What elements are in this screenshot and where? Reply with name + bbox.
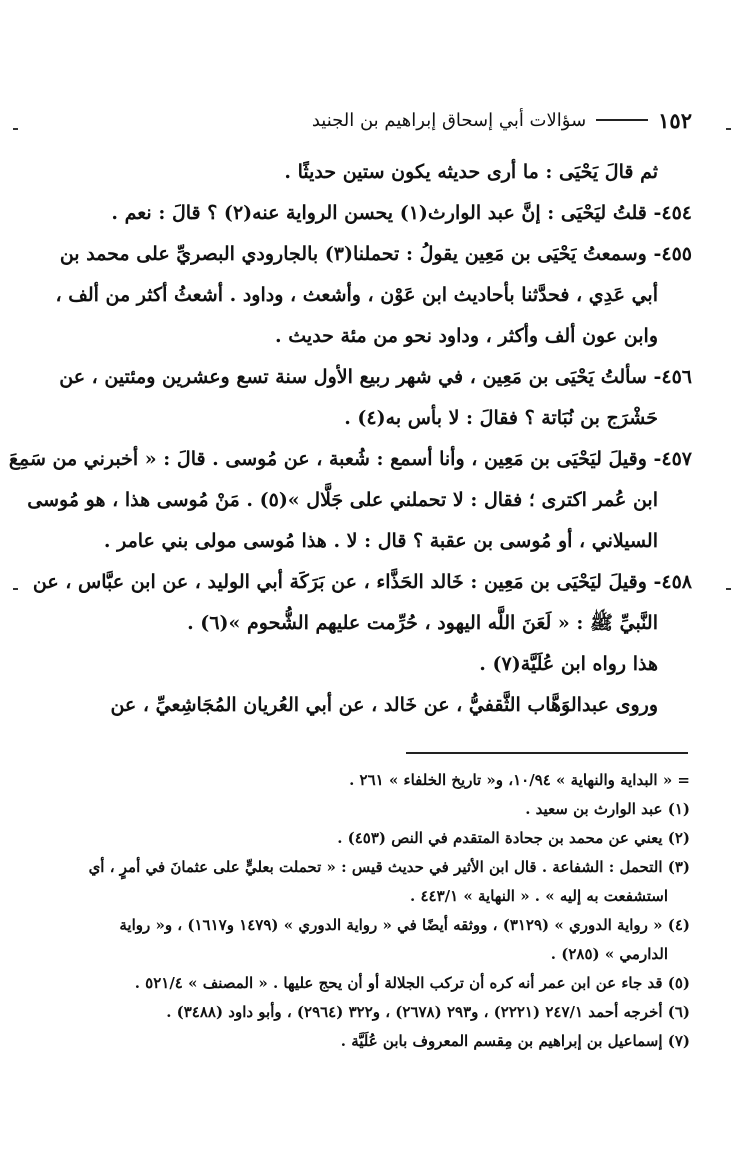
text-line: ٤٥٦- سألتُ يَحْيَى بن مَعِين ، في شهر ربيع الأول سنة تسع وعشرين ومئتين ، عن (59, 366, 692, 388)
footnote-separator (406, 752, 688, 754)
footnotes-section (62, 766, 690, 1056)
scan-margin-mark (13, 588, 18, 590)
scan-margin-mark (726, 588, 731, 590)
text-line: وروى عبدالوَهَّاب الثَّقفيُّ ، عن خَالد ، عن أبي العُريان المُجَاشِعيِّ ، عن (110, 694, 658, 716)
text-line: ٤٥٨- وقيلَ ليَحْيَى بن مَعِين : خَالد الحَذَّاء ، عن بَرَكَة أبي الوليد ، عن ابن عبَّاس ، عن (32, 571, 692, 593)
footnote: (٧) إسماعيل بن إبراهيم بن مِقسم المعروف بابن عُلَيَّة . (340, 1032, 690, 1050)
text-line: ثم قالَ يَحْيَى : ما أرى حديثه يكون ستين حديثًا . (284, 161, 658, 183)
text-line: وابن عون ألف وأكثر ، وداود نحو من مئة حديث . (275, 325, 658, 347)
footnote: (٦) أخرجه أحمد ٢٤٧/١ (٢٢٢١) ، و٢٩٣ (٢٦٧٨) ، و٣٢٢ (٢٩٦٤) ، وأبو داود (٣٤٨٨) . (166, 1003, 690, 1021)
text-line: ٤٥٥- وسمعتُ يَحْيَى بن مَعِين يقولُ : تحملنا(٣) بالجارودي البصريِّ على محمد بن (59, 243, 692, 265)
book-title: سؤالات أبي إسحاق إبراهيم بن الجنيد (311, 109, 587, 131)
header-rule (596, 119, 648, 121)
footnote: (٣) التحمل : الشفاعة . قال ابن الأثير في حديث قيس : « تحملت بعليٍّ على عثمانَ في أمرٍ ، أي (88, 858, 690, 876)
footnote: (٥) قد جاء عن ابن عمر أنه كره أن تركب الجلالة أو أن يحج عليها . « المصنف » ٥٢١/٤ . (134, 974, 690, 992)
main-text (8, 152, 692, 726)
text-line: النَّبيِّ ﷺ : « لَعَنَ اللَّه اليهود ، حُرِّمت عليهم الشُّحوم »(٦) . (187, 612, 658, 634)
footnote: استشفعت به إليه » . « النهاية » ٤٤٣/١ . (410, 887, 668, 905)
running-header (62, 106, 692, 134)
text-line: هذا رواه ابن عُلَيَّة(٧) . (479, 653, 658, 675)
text-line: ٤٥٧- وقيلَ ليَحْيَى بن مَعِين ، وأنا أسمع : شُعبة ، عن مُوسى . قالَ : « أخبرني من سَمِعَ (8, 448, 692, 470)
page-number: ١٥٢ (658, 107, 692, 133)
footnote: (١) عبد الوارث بن سعيد . (525, 800, 690, 818)
footnote: = « البداية والنهاية » ١٠/٩٤، و« تاريخ الخلفاء » ٢٦١ . (349, 771, 690, 789)
text-line: حَشْرَج بن نُبَاتة ؟ فقالَ : لا بأس به(٤) . (344, 407, 658, 429)
text-line: ابن عُمر اكترى ؛ فقال : لا تحملني على جَلَّال »(٥) . مَنْ مُوسى هذا ، هو مُوسى (27, 489, 658, 511)
text-line: ٤٥٤- قلتُ ليَحْيَى : إنَّ عبد الوارث(١) يحسن الرواية عنه(٢) ؟ قالَ : نعم . (111, 202, 692, 224)
footnote: الدارمي » (٢٨٥) . (550, 945, 668, 963)
scan-margin-mark (726, 128, 731, 130)
text-line: أبي عَدِي ، فحدَّثنا بأحاديث ابن عَوْن ، وأشعث ، وداود . أشعثُ أكثر من ألف ، (55, 284, 658, 306)
footnote: (٤) « رواية الدوري » (٣١٢٩) ، ووثقه أيضًا في « رواية الدوري » (١٤٧٩ و١٦١٧) ، و« رواية (119, 916, 690, 934)
footnote: (٢) يعني عن محمد بن جحادة المتقدم في النص (٤٥٣) . (337, 829, 690, 847)
text-line: السيلاني ، أو مُوسى بن عقبة ؟ قال : لا . هذا مُوسى مولى بني عامر . (103, 530, 658, 552)
scan-margin-mark (13, 128, 18, 130)
